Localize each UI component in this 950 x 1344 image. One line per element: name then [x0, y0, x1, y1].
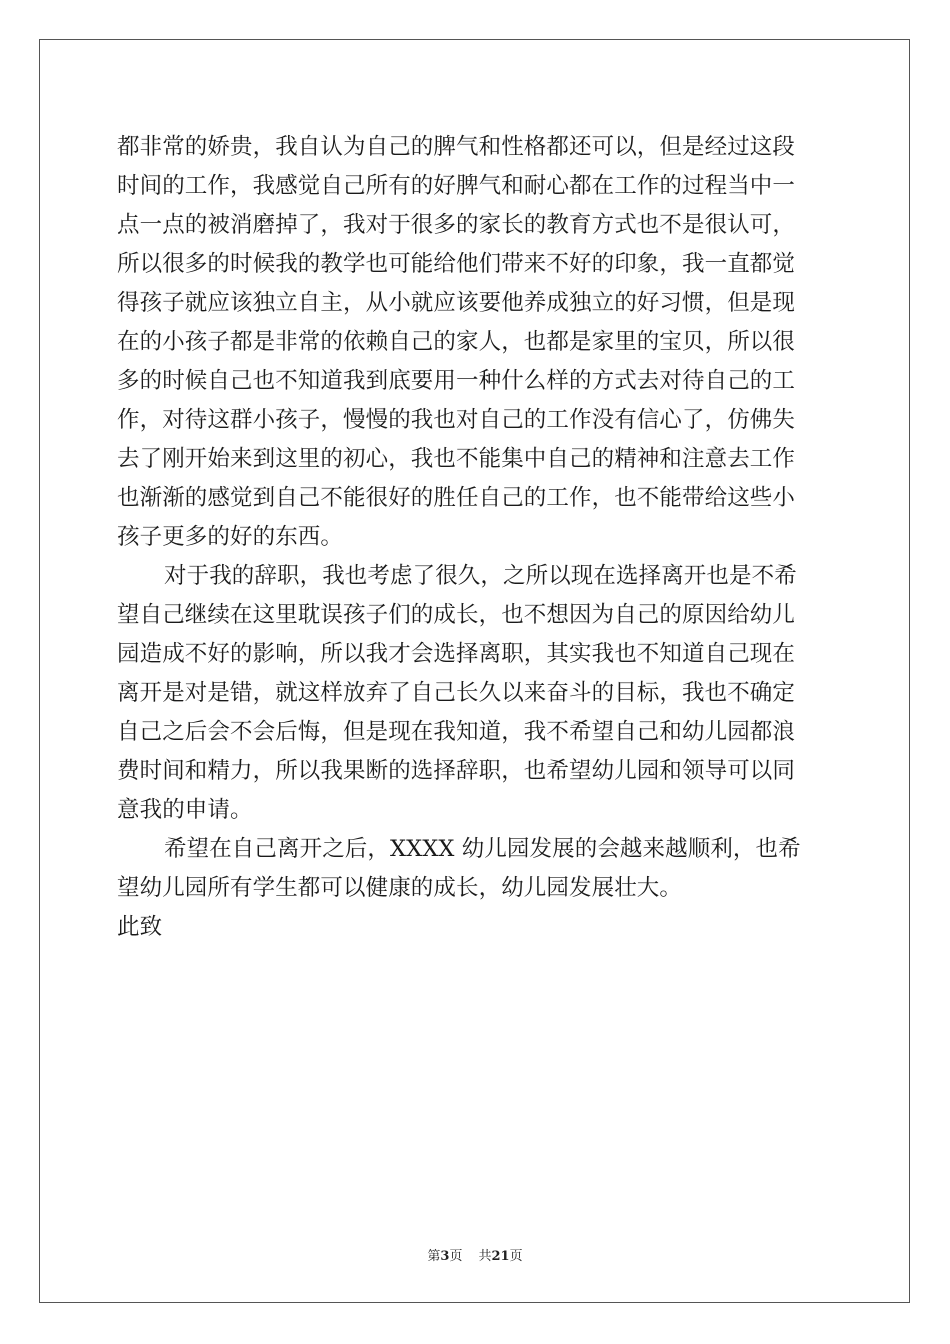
text-line: 也渐渐的感觉到自己不能很好的胜任自己的工作，也不能带给这些小 [117, 485, 796, 511]
text-line: 去了刚开始来到这里的初心，我也不能集中自己的精神和注意去工作 [117, 446, 796, 472]
page-footer [0, 1248, 950, 1266]
total-label-prefix: 共 [478, 1249, 492, 1264]
page-number: 3 [440, 1249, 450, 1264]
page-label-suffix: 页 [449, 1249, 463, 1264]
text-line: 自己之后会不会后悔，但是现在我知道，我不希望自己和幼儿园都浪 [117, 719, 796, 745]
total-label-suffix: 页 [509, 1249, 523, 1264]
total-pages: 21 [491, 1249, 510, 1264]
text-line: 时间的工作，我感觉自己所有的好脾气和耐心都在工作的过程当中一 [117, 173, 796, 199]
text-line: 希望在自己离开之后，XXXX 幼儿园发展的会越来越顺利，也希 [164, 836, 801, 862]
closing-salutation [117, 908, 837, 947]
text-line: 作，对待这群小孩子，慢慢的我也对自己的工作没有信心了，仿佛失 [117, 407, 796, 433]
text-line: 离开是对是错，就这样放弃了自己长久以来奋斗的目标，我也不确定 [117, 680, 796, 706]
page-label-prefix: 第 [427, 1249, 441, 1264]
text-line: 园造成不好的影响，所以我才会选择离职，其实我也不知道自己现在 [117, 641, 796, 667]
text-line: 对于我的辞职，我也考虑了很久，之所以现在选择离开也是不希 [164, 563, 797, 589]
text-line: 点一点的被消磨掉了，我对于很多的家长的教育方式也不是很认可， [117, 212, 796, 238]
text-line: 都非常的娇贵，我自认为自己的脾气和性格都还可以，但是经过这段 [117, 134, 796, 160]
letter-body [117, 128, 837, 947]
text-line: 此致 [117, 914, 163, 940]
text-line: 多的时候自己也不知道我到底要用一种什么样的方式去对待自己的工 [117, 368, 796, 394]
text-line: 意我的申请。 [117, 797, 253, 823]
paragraph [117, 830, 837, 908]
text-line: 望幼儿园所有学生都可以健康的成长，幼儿园发展壮大。 [117, 875, 683, 901]
text-line: 望自己继续在这里耽误孩子们的成长，也不想因为自己的原因给幼儿 [117, 602, 796, 628]
paragraph [117, 128, 837, 557]
text-line: 费时间和精力，所以我果断的选择辞职，也希望幼儿园和领导可以同 [117, 758, 796, 784]
text-line: 得孩子就应该独立自主，从小就应该要他养成独立的好习惯，但是现 [117, 290, 796, 316]
paragraph [117, 557, 837, 830]
text-line: 在的小孩子都是非常的依赖自己的家人，也都是家里的宝贝，所以很 [117, 329, 796, 355]
text-line: 所以很多的时候我的教学也可能给他们带来不好的印象，我一直都觉 [117, 251, 796, 277]
text-line: 孩子更多的好的东西。 [117, 524, 344, 550]
